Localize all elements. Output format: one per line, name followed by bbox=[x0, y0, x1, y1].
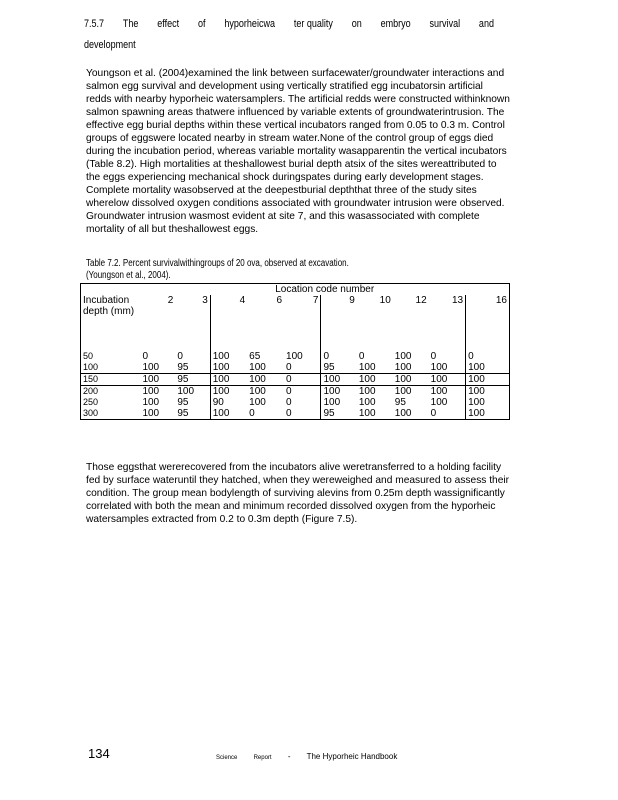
depth-cell: 300 bbox=[83, 408, 99, 418]
heading-word: ter quality bbox=[293, 18, 333, 30]
table-row bbox=[81, 408, 510, 420]
table-row bbox=[81, 351, 510, 362]
table-caption-line2: (Youngson et al., 2004). bbox=[86, 270, 171, 281]
value-cell: 100 bbox=[358, 408, 376, 419]
value-cell: 100 bbox=[249, 397, 266, 408]
value-cell: 100 bbox=[358, 397, 376, 408]
table-caption bbox=[86, 258, 438, 282]
value-cell: 0 bbox=[249, 408, 255, 419]
survival-table bbox=[80, 283, 510, 420]
value-cell: 0 bbox=[284, 374, 321, 386]
section-heading-line1 bbox=[84, 18, 494, 30]
depth-cell: 50 bbox=[83, 351, 94, 361]
footer-report: Report bbox=[253, 755, 272, 761]
heading-word: survival bbox=[429, 18, 461, 30]
code-header: 2 bbox=[167, 295, 174, 306]
footer-dash: - bbox=[287, 752, 291, 761]
code-header: 4 bbox=[210, 295, 247, 331]
value-cell: 0 bbox=[286, 397, 292, 408]
value-cell: 0 bbox=[430, 351, 437, 362]
table-caption-line1: Table 7.2. Percent survivalwithingroups of 20 ova, observed at excavation. bbox=[86, 258, 349, 269]
location-code-header: Location code number bbox=[275, 284, 375, 295]
value-cell: 100 bbox=[466, 386, 510, 398]
value-cell: 100 bbox=[394, 362, 412, 373]
table-body bbox=[81, 351, 510, 420]
value-cell: 0 bbox=[358, 351, 365, 362]
value-cell: 100 bbox=[429, 374, 466, 386]
value-cell: 100 bbox=[210, 386, 247, 398]
footer-running-title bbox=[216, 752, 411, 761]
code-header: 6 bbox=[276, 295, 283, 306]
depth-cell: 100 bbox=[83, 362, 99, 372]
heading-word: embryo bbox=[380, 18, 411, 30]
value-cell: 100 bbox=[247, 374, 284, 386]
code-header: 9 bbox=[321, 295, 357, 331]
value-cell: 100 bbox=[466, 397, 510, 408]
heading-word: hyporheicwa bbox=[224, 18, 275, 30]
section-heading-line2: development bbox=[84, 39, 136, 51]
section-heading bbox=[84, 18, 494, 51]
footer-title: The Hyporheic Handbook bbox=[306, 752, 398, 761]
value-cell: 95 bbox=[321, 362, 357, 374]
value-cell: 0 bbox=[142, 351, 148, 362]
value-cell: 100 bbox=[321, 374, 357, 386]
value-cell: 100 bbox=[357, 386, 393, 398]
value-cell: 100 bbox=[358, 362, 376, 373]
table-row bbox=[81, 362, 510, 374]
value-cell: 0 bbox=[284, 386, 321, 398]
value-cell: 100 bbox=[140, 386, 175, 398]
value-cell: 100 bbox=[394, 351, 412, 362]
value-cell: 100 bbox=[249, 362, 266, 373]
value-cell: 90 bbox=[210, 397, 247, 408]
value-cell: 100 bbox=[210, 351, 247, 362]
depth-cell: 200 bbox=[81, 386, 141, 398]
code-header: 10 bbox=[379, 295, 391, 306]
value-cell: 100 bbox=[466, 362, 510, 374]
value-cell: 0 bbox=[430, 408, 437, 419]
value-cell: 100 bbox=[430, 362, 448, 373]
value-cell: 100 bbox=[142, 397, 160, 408]
value-cell: 100 bbox=[142, 362, 160, 373]
value-cell: 95 bbox=[177, 362, 189, 373]
heading-word: 7.5.7 bbox=[84, 18, 105, 30]
value-cell: 100 bbox=[140, 374, 175, 386]
value-cell: 0 bbox=[466, 351, 510, 362]
depth-cell: 150 bbox=[81, 374, 141, 386]
value-cell: 0 bbox=[321, 351, 357, 362]
value-cell: 100 bbox=[321, 397, 357, 408]
body-paragraph-1: Youngson et al. (2004)examined the link between surfacewater/groundwater interactions and salmon egg survival and development using vertically stratified egg incubatorsin artificial redds with nearby hyporheic watersamplers. The artificial redds were constructed withinknown salmon spawning areas thatwere influenced by variable extents of groundwaterintrusion. The effective egg burial depths within these vertical incubators ranged from 0.05 to 0.3 m. Control groups of eggswere located nearby in stream water.None of the control group of eggs died during the incubation period, whereas variable mortality wasapparentin the vertical incubators (Table 8.2). High mortalities at theshallowest burial depth atsix of the sites wereattributed to the eggs experiencing mechanical shock duringspates during early development stages. Complete mortality wasobserved at the deepestburial depththat three of the study sites wherelow dissolved oxygen conditions associated with groundwater intrusion were observed. Groundwater intrusion wasmost evident at site 7, and this wasassociated with complete mortality of all but theshallowest eggs. bbox=[86, 68, 510, 235]
value-cell: 95 bbox=[177, 397, 189, 408]
value-cell: 100 bbox=[247, 386, 284, 398]
value-cell: 0 bbox=[177, 351, 183, 362]
code-header: 16 bbox=[466, 295, 510, 331]
code-header: 13 bbox=[451, 295, 464, 306]
value-cell: 100 bbox=[210, 362, 247, 374]
value-cell: 95 bbox=[394, 397, 406, 408]
heading-word: The bbox=[122, 18, 139, 30]
body-paragraph-2: Those eggsthat wererecovered from the incubators alive weretransferred to a holding facility fed by surface wateruntil they hatched, when they wereweighed and measured to assess their condition. The group mean bodylength of surviving alevins from 0.25m depth wassignificantly correlated with both the mean and minimum recorded dissolved oxygen from the hyporheic watersamples extracted from 0.2 to 0.3m depth (Figure 7.5). bbox=[86, 462, 510, 525]
table-row bbox=[81, 386, 510, 398]
heading-word: effect bbox=[157, 18, 180, 30]
code-header: 7 bbox=[312, 295, 319, 306]
value-cell: 95 bbox=[177, 408, 189, 419]
value-cell: 100 bbox=[210, 408, 247, 420]
heading-word: and bbox=[478, 18, 494, 30]
value-cell: 100 bbox=[430, 397, 448, 408]
heading-word: on bbox=[351, 18, 362, 30]
table-row bbox=[81, 397, 510, 408]
value-cell: 95 bbox=[175, 374, 210, 386]
heading-word: of bbox=[197, 18, 206, 30]
footer-agency: Science bbox=[216, 755, 238, 761]
table-row bbox=[81, 374, 510, 386]
value-cell: 100 bbox=[286, 351, 303, 362]
depth-cell: 250 bbox=[83, 397, 99, 407]
incubation-depth-label: Incubation depth (mm) bbox=[83, 295, 135, 317]
code-header: 3 bbox=[202, 295, 208, 306]
value-cell: 100 bbox=[142, 408, 160, 419]
value-cell: 100 bbox=[393, 386, 429, 398]
value-cell: 100 bbox=[429, 386, 466, 398]
value-cell: 100 bbox=[357, 374, 393, 386]
value-cell: 65 bbox=[249, 351, 261, 362]
value-cell: 100 bbox=[394, 408, 412, 419]
value-cell: 0 bbox=[286, 362, 292, 373]
code-header: 12 bbox=[415, 295, 427, 306]
value-cell: 100 bbox=[393, 374, 429, 386]
value-cell: 95 bbox=[321, 408, 357, 420]
value-cell: 100 bbox=[466, 408, 510, 420]
page-number: 134 bbox=[88, 746, 110, 761]
value-cell: 100 bbox=[466, 374, 510, 386]
value-cell: 100 bbox=[210, 374, 247, 386]
value-cell: 0 bbox=[286, 408, 292, 419]
value-cell: 100 bbox=[175, 386, 210, 398]
value-cell: 100 bbox=[321, 386, 357, 398]
